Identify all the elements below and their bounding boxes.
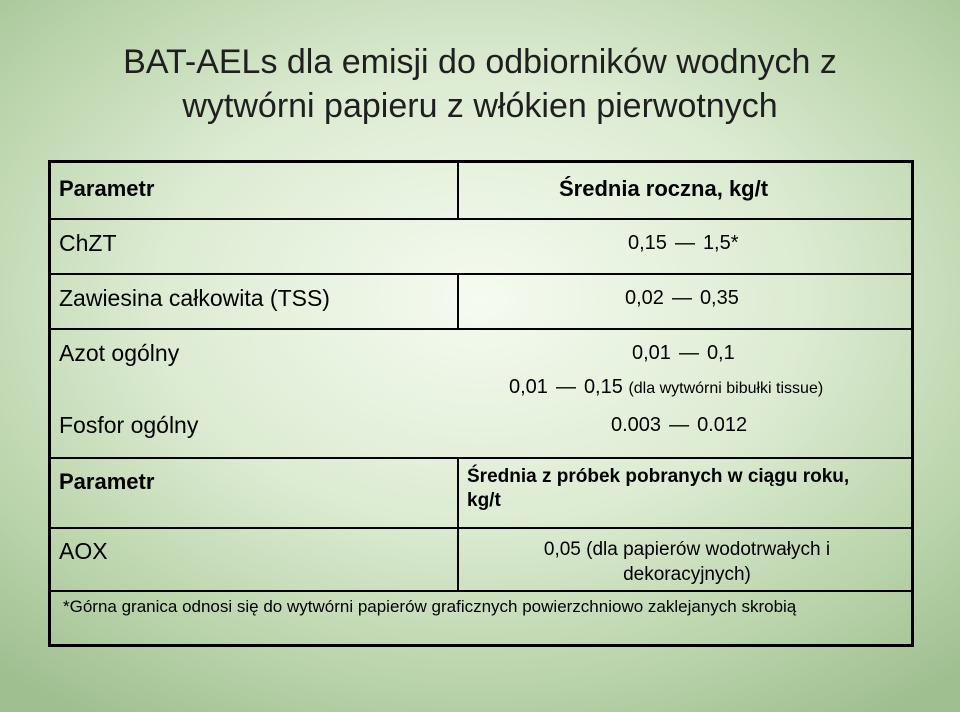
row-divider [51, 218, 911, 220]
range-dash: — [674, 232, 695, 254]
value-nitrogen-tissue-note: (dla wytwórni bibułki tissue) [628, 380, 824, 397]
column-divider [457, 457, 459, 590]
param-tss: Zawiesina całkowita (TSS) [59, 285, 330, 311]
header-sample-average [467, 465, 849, 513]
range-dash: — [555, 376, 576, 398]
value-nitrogen [632, 342, 735, 365]
header-sample-average-line-2: kg/t [467, 490, 501, 511]
value-aox-line-1: 0,05 (dla papierów wodotrwałych i [543, 539, 831, 560]
value-aox-line-2: dekoracyjnych) [623, 564, 751, 585]
header-parameter-2: Parametr [59, 469, 155, 494]
value-chzt-to: 1,5* [702, 232, 739, 254]
value-chzt [628, 232, 739, 255]
value-phosphorus [611, 414, 747, 437]
value-nitrogen-to: 0,1 [706, 342, 735, 364]
value-tss-to: 0,35 [699, 287, 739, 309]
column-divider [457, 273, 459, 328]
value-nitrogen-from: 0,01 [632, 342, 671, 364]
value-nitrogen-tissue [509, 376, 823, 399]
bat-ael-table [48, 160, 914, 647]
param-nitrogen: Azot ogólny [59, 340, 180, 366]
footnote: *Górna granica odnosi się do wytwórni papierów graficznych powierzchniowo zaklejanych skrobią [63, 597, 797, 616]
value-nitrogen-tissue-to: 0,15 [583, 376, 623, 398]
value-aox [465, 537, 909, 587]
range-dash: — [678, 342, 699, 364]
header-sample-average-line-1: Średnia z próbek pobranych w ciągu roku, [467, 466, 850, 487]
row-divider [51, 590, 911, 592]
value-phosphorus-from: 0.003 [611, 414, 662, 436]
header-annual-average: Średnia roczna, kg/t [559, 176, 769, 201]
slide-title-line-2: wytwórni papieru z włókien pierwotnych [182, 87, 778, 125]
value-chzt-from: 0,15 [628, 232, 667, 254]
row-divider [51, 457, 911, 459]
param-aox: AOX [59, 538, 108, 564]
value-tss [625, 287, 739, 310]
slide-title-line-1: BAT-AELs dla emisji do odbiorników wodnych z [123, 43, 837, 81]
param-chzt: ChZT [59, 230, 117, 256]
column-divider [457, 163, 459, 218]
slide-title [0, 40, 960, 128]
row-divider [51, 527, 911, 529]
row-divider [51, 273, 911, 275]
range-dash: — [669, 414, 690, 436]
value-tss-from: 0,02 [625, 287, 664, 309]
row-divider [51, 328, 911, 330]
value-nitrogen-tissue-from: 0,01 [509, 376, 548, 398]
header-parameter: Parametr [59, 176, 155, 201]
range-dash: — [671, 287, 692, 309]
value-phosphorus-to: 0.012 [697, 414, 748, 436]
param-phosphorus: Fosfor ogólny [59, 412, 199, 438]
